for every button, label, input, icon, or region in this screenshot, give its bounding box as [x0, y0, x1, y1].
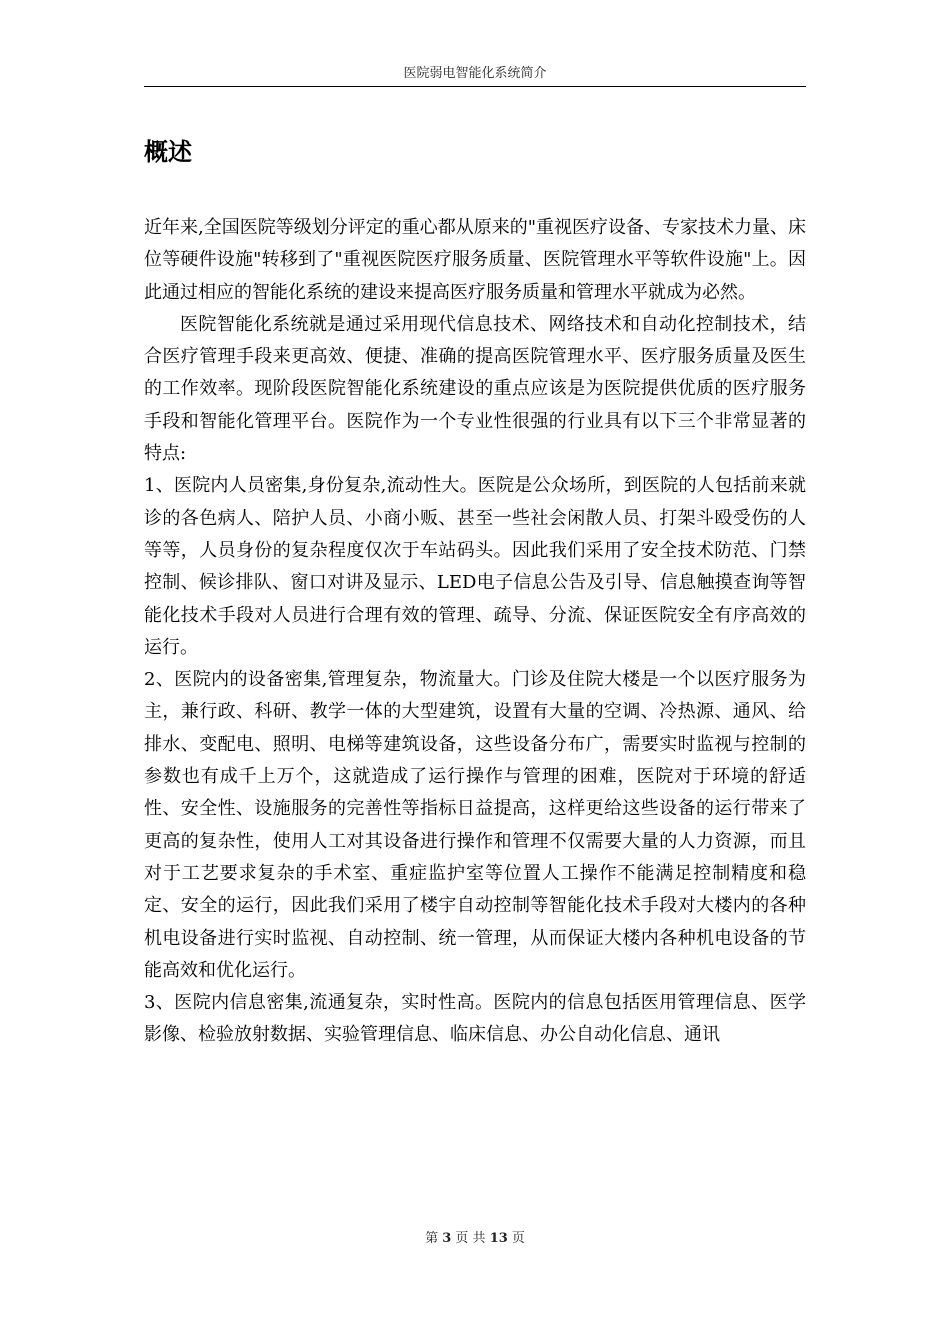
footer-middle: 页 共 [455, 1231, 486, 1246]
page-header [144, 64, 806, 87]
body-text [144, 212, 806, 1052]
section-heading: 概述 [144, 138, 192, 166]
footer-prefix: 第 [425, 1231, 439, 1246]
paragraph-intro: 近年来,全国医院等级划分评定的重心都从原来的"重视医疗设备、专家技术力量、床位等硬件设施"转移到了"重视医院医疗服务质量、医院管理水平等软件设施"上。因此通过相应的智能化系统的建设来提高医疗服务质量和管理水平就成为必然。 [144, 217, 806, 303]
paragraph-point-1: 1、医院内人员密集,身份复杂,流动性大。医院是公众场所，到医院的人包括前来就诊的各色病人、陪护人员、小商小贩、甚至一些社会闲散人员、打架斗殴受伤的人等等，人员身份的复杂程度仅次于车站码头。因此我们采用了安全技术防范、门禁控制、候诊排队、窗口对讲及显示、LED电子信息公告及引导、信息触摸查询等智能化技术手段对人员进行合理有效的管理、疏导、分流、保证医院安全有序高效的运行。 [144, 475, 806, 658]
footer-suffix: 页 [511, 1231, 525, 1246]
page-footer [144, 1229, 806, 1249]
paragraph-point-2: 2、医院内的设备密集,管理复杂，物流量大。门诊及住院大楼是一个以医疗服务为主，兼行政、科研、教学一体的大型建筑，设置有大量的空调、冷热源、通风、给排水、变配电、照明、电梯等建筑设备，这些设备分布广，需要实时监视与控制的参数也有成千上万个，这就造成了运行操作与管理的困难，医院对于环境的舒适性、安全性、设施服务的完善性等指标日益提高，这样更给这些设备的运行带来了更高的复杂性，使用人工对其设备进行操作和管理不仅需要大量的人力资源，而且对于工艺要求复杂的手术室、重症监护室等位置人工操作不能满足控制精度和稳定、安全的运行，因此我们采用了楼宇自动控制等智能化技术手段对大楼内的各种机电设备进行实时监视、自动控制、统一管理，从而保证大楼内各种机电设备的节能高效和优化运行。 [144, 669, 806, 981]
footer-current-page: 3 [442, 1231, 452, 1246]
paragraph-overview: 医院智能化系统就是通过采用现代信息技术、网络技术和自动化控制技术，结合医疗管理手段来更高效、便捷、准确的提高医院管理水平、医疗服务质量及医生的工作效率。现阶段医院智能化系统建设的重点应该是为医院提供优质的医疗服务手段和智能化管理平台。医院作为一个专业性很强的行业具有以下三个非常显著的特点: [144, 313, 806, 465]
footer-total-pages: 13 [489, 1231, 508, 1246]
paragraph-point-3: 3、医院内信息密集,流通复杂，实时性高。医院内的信息包括医用管理信息、医学影像、检验放射数据、实验管理信息、临床信息、办公自动化信息、通讯 [144, 992, 806, 1046]
header-title: 医院弱电智能化系统简介 [403, 66, 547, 81]
